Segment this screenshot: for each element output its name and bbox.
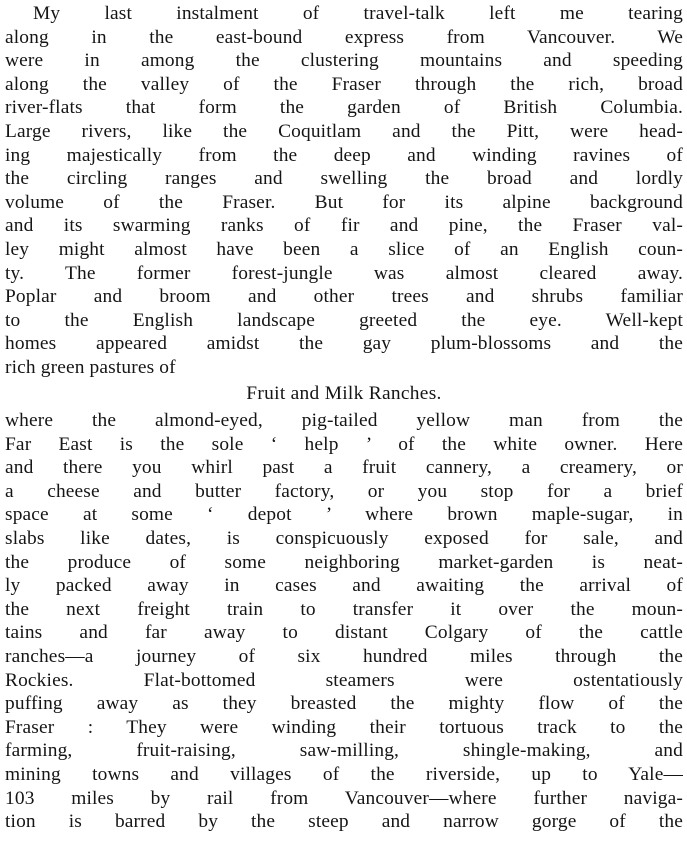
text-line: along the valley of the Fraser through the rich, broad bbox=[5, 73, 683, 95]
text-line: the next freight train to transfer it over the moun- bbox=[5, 598, 683, 620]
text-line: were in among the clustering mountains and speeding bbox=[5, 50, 683, 72]
text-line: homes appeared amidst the gay plum-blossoms and the bbox=[5, 333, 683, 355]
text-line: tains and far away to distant Colgary of the cattle bbox=[5, 622, 683, 644]
text-line: farming, fruit-raising, saw-milling, shingle-making, and bbox=[5, 740, 683, 762]
text-line: slabs like dates, is conspicuously exposed for sale, and bbox=[5, 528, 683, 550]
paragraph-2-text bbox=[5, 409, 683, 834]
paragraph-2 bbox=[5, 409, 683, 834]
text-line: ing majestically from the deep and winding ravines of bbox=[5, 144, 683, 166]
text-line: along in the east-bound express from Vancouver. We bbox=[5, 26, 683, 48]
text-line: ly packed away in cases and awaiting the arrival of bbox=[5, 575, 683, 597]
text-line: to the English landscape greeted the eye. Well-kept bbox=[5, 309, 683, 331]
text-line: the produce of some neighboring market-garden is neat- bbox=[5, 551, 683, 573]
text-line: Large rivers, like the Coquitlam and the Pitt, were head- bbox=[5, 120, 683, 142]
text-line: tion is barred by the steep and narrow gorge of the bbox=[5, 811, 683, 833]
text-line: river-flats that form the garden of British Columbia. bbox=[5, 97, 683, 119]
text-line: Rockies. Flat-bottomed steamers were ostentatiously bbox=[5, 669, 683, 691]
text-line: where the almond-eyed, pig-tailed yellow man from the bbox=[5, 410, 683, 432]
text-line: puffing away as they breasted the mighty flow of the bbox=[5, 693, 683, 715]
subheading: Fruit and Milk Ranches. bbox=[246, 382, 442, 404]
text-line: ty. The former forest-jungle was almost cleared away. bbox=[5, 262, 683, 284]
paragraph-1 bbox=[5, 2, 683, 380]
paragraph-1-text bbox=[5, 2, 683, 380]
text-line: a cheese and butter factory, or you stop for a brief bbox=[5, 480, 683, 502]
text-line: rich green pastures of bbox=[5, 356, 176, 378]
text-line: and its swarming ranks of fir and pine, the Fraser val- bbox=[5, 215, 683, 237]
text-line: space at some ‘ depot ’ where brown maple-sugar, in bbox=[5, 504, 683, 526]
text-line: My last instalment of travel-talk left me tearing bbox=[33, 3, 683, 24]
text-line: mining towns and villages of the riverside, up to Yale— bbox=[5, 764, 683, 785]
text-line: Far East is the sole ‘ help ’ of the white owner. Here bbox=[5, 433, 683, 455]
text-line: ranches—a journey of six hundred miles through the bbox=[5, 646, 683, 668]
text-line: Poplar and broom and other trees and shrubs familiar bbox=[5, 286, 683, 308]
text-line: volume of the Fraser. But for its alpine background bbox=[5, 191, 683, 213]
text-line: and there you whirl past a fruit cannery, a creamery, or bbox=[5, 457, 683, 479]
text-line: ley might almost have been a slice of an English coun- bbox=[5, 238, 683, 260]
text-line: the circling ranges and swelling the broad and lordly bbox=[5, 168, 683, 190]
text-line: 103 miles by rail from Vancouver—where further naviga- bbox=[5, 787, 683, 809]
text-line: Fraser : They were winding their tortuous track to the bbox=[5, 716, 683, 738]
